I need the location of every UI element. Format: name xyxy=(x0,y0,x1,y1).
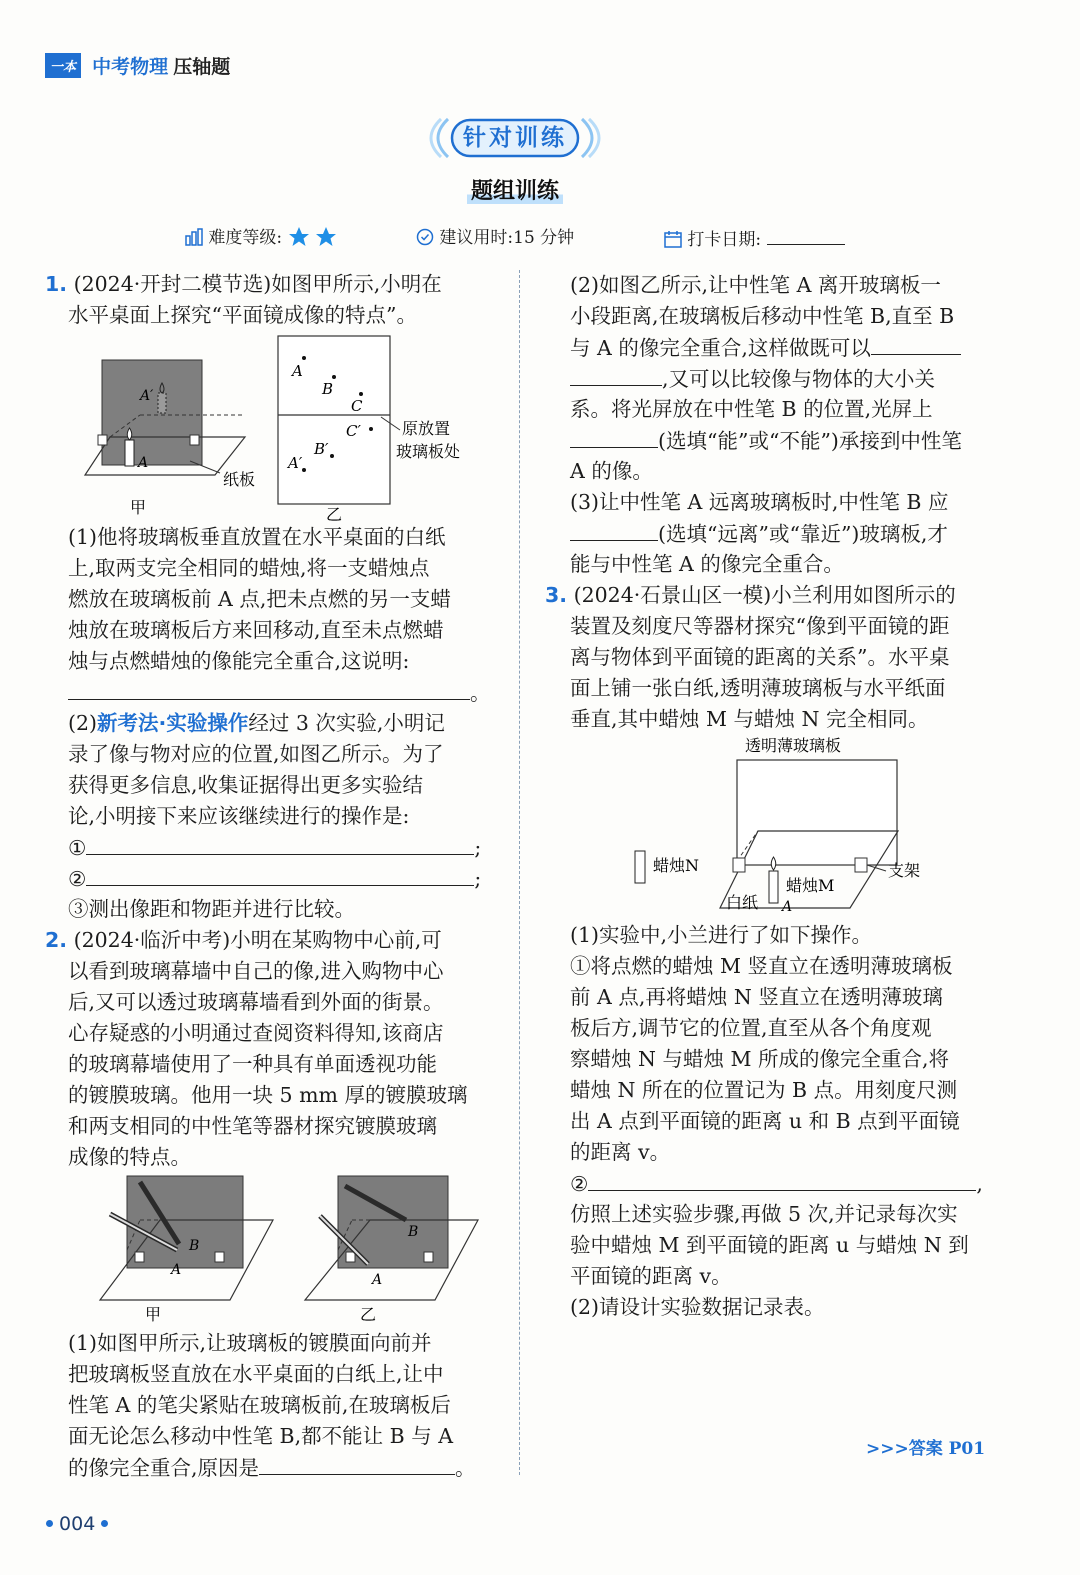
q2-p2-line-3 xyxy=(570,332,961,364)
logo: 一本 xyxy=(45,53,81,78)
label-glass: 透明薄玻璃板 xyxy=(745,736,842,755)
q3-p1-line-2: ①将点燃的蜡烛 M 竖直立在透明薄玻璃板 xyxy=(570,954,953,978)
q2-p2-line-5: 系。将光屏放在中性笔 B 的位置,光屏上 xyxy=(570,397,933,421)
q2-p2-l6: (选填“能”或“不能”)承接到中性笔 xyxy=(658,429,962,453)
banner-title: 针对训练 xyxy=(463,125,567,151)
label-paper: 纸板 xyxy=(223,470,256,489)
caption-jia: 甲 xyxy=(145,1305,162,1324)
q2-direction-blank[interactable] xyxy=(570,518,658,541)
q3-figure xyxy=(630,733,940,918)
answer-reference[interactable]: >>>答案 P01 xyxy=(866,1439,986,1459)
q2-p1-line-2: 把玻璃板竖直放在水平桌面的白纸上,让中 xyxy=(68,1362,444,1386)
q2-screen-blank[interactable] xyxy=(570,425,658,448)
q2-line-8: 成像的特点。 xyxy=(68,1145,191,1169)
q2-line-3: 后,又可以透过玻璃幕墙看到外面的街景。 xyxy=(68,990,444,1014)
q3-number: 3. xyxy=(545,583,568,607)
label-c: C xyxy=(351,397,363,415)
q2-line-2: 以看到玻璃幕墙中自己的像,进入购物中心 xyxy=(68,959,444,983)
section-subtitle xyxy=(440,174,590,205)
q1-p2-prefix: (2) xyxy=(68,711,98,735)
q1-p1-line-3: 燃放在玻璃板前 A 点,把未点燃的另一支蜡 xyxy=(68,587,451,611)
q3-p1-line-6: 蜡烛 N 所在的位置记为 B 点。用刻度尺测 xyxy=(570,1078,958,1102)
q1-step-3: ③测出像距和物距并进行比较。 xyxy=(68,897,355,921)
q2-p1-line-1: (1)如图甲所示,让玻璃板的镀膜面向前并 xyxy=(68,1331,432,1355)
q1-p1-line-4: 烛放在玻璃板后方来回移动,直至未点燃蜡 xyxy=(68,618,444,642)
q3-after-line-2: 验中蜡烛 M 到平面镜的距离 u 与蜡烛 N 到 xyxy=(570,1233,969,1257)
difficulty-icon xyxy=(185,228,203,246)
q2-p2-line-2: 小段距离,在玻璃板后移动中性笔 B,直至 B xyxy=(570,304,955,328)
label-b: B xyxy=(322,380,334,398)
q1-step1-blank[interactable] xyxy=(86,832,474,855)
q2-p3-line-1: (3)让中性笔 A 远离玻璃板时,中性笔 B 应 xyxy=(570,490,949,514)
q2-line-4: 心存疑惑的小明通过查阅资料得知,该商店 xyxy=(68,1021,444,1045)
meta-time xyxy=(416,226,574,250)
glass-plate xyxy=(737,760,897,865)
label-paper: 白纸 xyxy=(726,893,759,912)
q3-step-2 xyxy=(570,1168,983,1200)
label-candle-n: 蜡烛N xyxy=(653,856,700,875)
label-candle-m: 蜡烛M xyxy=(786,876,835,895)
q2-p3-line-3: 能与中性笔 A 的像完全重合。 xyxy=(570,552,844,576)
step-2-mark: ② xyxy=(68,867,87,891)
q1-p1-line-1: (1)他将玻璃板垂直放置在水平桌面的白纸 xyxy=(68,525,446,549)
candle-m xyxy=(769,871,778,903)
note-line-2: 玻璃板处 xyxy=(396,442,461,461)
header-book: 压轴题 xyxy=(173,56,231,78)
q3-line-3: 离与物体到平面镜的距离的关系”。水平桌 xyxy=(570,645,950,669)
caption-jia: 甲 xyxy=(130,498,147,517)
q3-text: (2024·石景山区一模)小兰利用如图所示的 xyxy=(573,583,956,607)
q3-p1-line-3: 前 A 点,再将蜡烛 N 竖直立在透明薄玻璃 xyxy=(570,985,943,1009)
subtitle-text: 题组训练 xyxy=(467,179,563,204)
q1-p2-line-1 xyxy=(68,708,445,739)
meta-date xyxy=(664,226,845,252)
q2-line-5: 的玻璃幕墙使用了一种具有单面透视功能 xyxy=(68,1052,437,1076)
q1-p2-tag: 新考法·实验操作 xyxy=(97,711,249,735)
star-icon xyxy=(288,226,310,247)
q3-step2-blank[interactable] xyxy=(588,1168,976,1191)
q1-step-1 xyxy=(68,832,481,864)
label-b-prime: B′ xyxy=(314,440,329,458)
label-a: A xyxy=(782,899,793,915)
q3-p1-line-5: 察蜡烛 N 与蜡烛 M 所成的像完全重合,将 xyxy=(570,1047,950,1071)
note-line-1: 原放置 xyxy=(402,419,451,438)
q2-text: (2024·临沂中考)小明在某购物中心前,可 xyxy=(73,928,442,952)
q1-line-2: 水平桌面上探究“平面镜成像的特点”。 xyxy=(68,303,417,327)
q2-p2-l4: ,又可以比较像与物体的大小关 xyxy=(662,367,936,391)
page-number-text: 004 xyxy=(59,1513,96,1535)
q2-p2-line-4 xyxy=(570,363,935,395)
q1-p2-line-3: 获得更多信息,收集证据得出更多实验结 xyxy=(68,773,424,797)
q3-line-2: 装置及刻度尺等器材探究“像到平面镜的距 xyxy=(570,614,950,638)
q3-after-line-4: (2)请设计实验数据记录表。 xyxy=(570,1295,825,1319)
label-b: B xyxy=(408,1224,419,1240)
q2-line-6: 的镀膜玻璃。他用一块 5 mm 厚的镀膜玻璃 xyxy=(68,1083,468,1107)
q2-figure-jia xyxy=(95,1172,285,1327)
caption-yi: 乙 xyxy=(360,1305,377,1324)
q3-after-line-1: 仿照上述实验步骤,再做 5 次,并记录每次实 xyxy=(570,1202,958,1226)
q3-after-line-3: 平面镜的距离 v。 xyxy=(570,1264,732,1288)
q1-figure-yi xyxy=(276,334,486,524)
q2-p3-l2: (选填“远离”或“靠近”)玻璃板,才 xyxy=(658,522,948,546)
period: 。 xyxy=(455,1456,476,1480)
label-b: B xyxy=(189,1238,200,1254)
q1-p1-line-5: 烛与点燃蜡烛的像能完全重合,这说明: xyxy=(68,649,410,673)
step-2-mark: ② xyxy=(570,1172,589,1196)
label-a: A xyxy=(372,1272,383,1288)
star-icon xyxy=(315,226,337,247)
q3-p1-line-8: 的距离 v。 xyxy=(570,1140,671,1164)
q2-purpose-blank-1[interactable] xyxy=(871,332,961,355)
page-number xyxy=(46,1513,108,1535)
q1-p2-line-2: 录了像与物对应的位置,如图乙所示。为了 xyxy=(68,742,444,766)
semicolon: ; xyxy=(474,867,482,891)
difficulty-label: 难度等级: xyxy=(208,228,283,248)
label-a-prime: A′ xyxy=(140,388,154,404)
q3-p1-line-4: 板后方,调节它的位置,直至从各个角度观 xyxy=(570,1016,932,1040)
label-stand: 支架 xyxy=(888,861,921,880)
header-subject: 中考物理 xyxy=(92,56,169,78)
q2-number: 2. xyxy=(45,928,68,952)
q1-step2-blank[interactable] xyxy=(86,863,474,886)
caption-yi: 乙 xyxy=(326,505,343,524)
q2-p2-l3: 与 A 的像完全重合,这样做既可以 xyxy=(570,336,871,360)
label-a-prime: A′ xyxy=(288,454,303,472)
date-blank[interactable] xyxy=(767,226,845,245)
q3-p1-line-7: 出 A 点到平面镜的距离 u 和 B 点到平面镜 xyxy=(570,1109,960,1133)
header xyxy=(45,52,230,82)
period: 。 xyxy=(470,681,491,705)
q2-figure-yi xyxy=(300,1172,490,1327)
q1-p2-line-4: 论,小明接下来应该继续进行的操作是: xyxy=(68,804,410,828)
meta-difficulty xyxy=(185,226,337,250)
q1-figure-jia xyxy=(80,355,280,520)
q1-text: (2024·开封二模节选)如图甲所示,小明在 xyxy=(73,272,442,296)
time-label: 建议用时:15 分钟 xyxy=(439,228,575,248)
q1-line-1 xyxy=(45,269,442,300)
q1-answer-line xyxy=(68,677,491,709)
glass-plate xyxy=(102,360,202,465)
label-a: A xyxy=(138,455,149,471)
label-a: A xyxy=(171,1262,182,1278)
step-1-mark: ① xyxy=(68,836,87,860)
q2-line-7: 和两支相同的中性笔等器材探究镀膜玻璃 xyxy=(68,1114,437,1138)
q1-p1-line-2: 上,取两支完全相同的蜡烛,将一支蜡烛点 xyxy=(68,556,430,580)
semicolon: ; xyxy=(474,836,482,860)
calendar-icon xyxy=(664,230,682,248)
q3-line-4: 面上铺一张白纸,透明薄玻璃板与水平纸面 xyxy=(570,676,946,700)
q2-p2-line-6 xyxy=(570,425,962,457)
label-c-prime: C′ xyxy=(346,422,361,440)
q2-p3-line-2 xyxy=(570,518,948,550)
candle-n xyxy=(635,851,645,883)
comma: , xyxy=(976,1172,983,1196)
q1-step-2 xyxy=(68,863,481,895)
q1-number: 1. xyxy=(45,272,68,296)
q2-p1-line-4: 面无论怎么移动中性笔 B,都不能让 B 与 A xyxy=(68,1424,454,1448)
q2-p2-line-1: (2)如图乙所示,让中性笔 A 离开玻璃板一 xyxy=(570,273,941,297)
candle xyxy=(125,440,134,466)
column-divider xyxy=(519,270,520,1475)
q2-purpose-blank-2[interactable] xyxy=(570,363,662,386)
label-a: A xyxy=(292,362,303,380)
q2-p1-line-5 xyxy=(68,1452,476,1484)
clock-icon xyxy=(416,228,434,246)
q2-reason-blank[interactable] xyxy=(259,1452,455,1475)
q2-p1-last: 的像完全重合,原因是 xyxy=(68,1456,260,1480)
q2-line-1 xyxy=(45,925,442,956)
candle-image xyxy=(158,393,166,413)
q3-p1-line-1: (1)实验中,小兰进行了如下操作。 xyxy=(570,923,873,947)
q2-p1-line-3: 性笔 A 的笔尖紧贴在玻璃板前,在玻璃板后 xyxy=(68,1393,451,1417)
q1-p2-first: 经过 3 次实验,小明记 xyxy=(248,711,445,735)
q3-line-5: 垂直,其中蜡烛 M 与蜡烛 N 完全相同。 xyxy=(570,707,929,731)
page-dot-icon xyxy=(101,1520,108,1527)
q1-answer-blank[interactable] xyxy=(68,677,470,700)
q3-line-1 xyxy=(545,580,956,611)
q2-p2-line-7: A 的像。 xyxy=(570,459,653,483)
page-dot-icon xyxy=(46,1520,53,1527)
date-label: 打卡日期: xyxy=(687,230,762,250)
